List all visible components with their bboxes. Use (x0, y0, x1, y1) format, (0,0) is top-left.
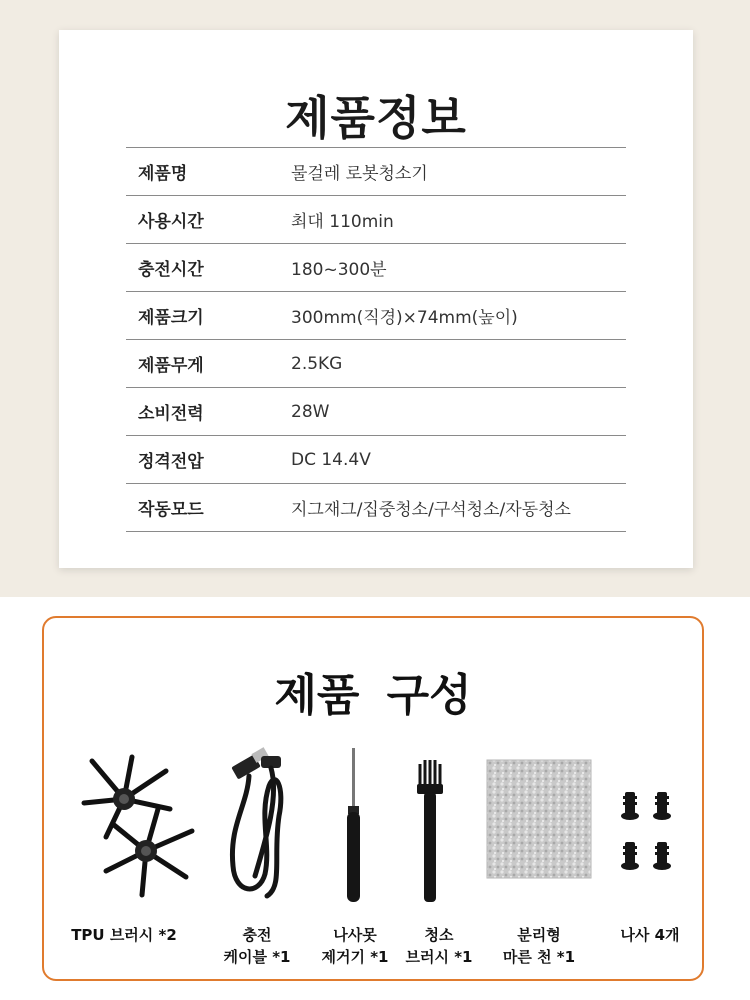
spec-value: 28W (291, 401, 330, 422)
item-caption-line2: 브러시 *1 (405, 948, 473, 966)
spec-row (126, 484, 626, 532)
screwdriver-icon (334, 746, 374, 906)
spec-card (59, 30, 693, 568)
item-caption-line1: 충전 (242, 926, 272, 944)
item-caption (384, 924, 494, 968)
spec-row (126, 196, 626, 244)
spec-row (126, 436, 626, 484)
item-caption-line1: TPU 브러시 *2 (71, 926, 177, 944)
spec-label: 사용시간 (138, 212, 204, 232)
spec-value: 지그재그/집중청소/구석청소/자동청소 (291, 500, 571, 520)
spec-value: 물걸레 로봇청소기 (291, 164, 428, 184)
screws-icon (616, 786, 686, 886)
spec-value: 180~300분 (291, 260, 387, 280)
spec-label: 충전시간 (138, 260, 204, 280)
spec-value: 300mm(직경)×74mm(높이) (291, 308, 518, 328)
spec-label: 소비전력 (138, 404, 204, 424)
spec-label: 정격전압 (138, 452, 204, 472)
spec-value: DC 14.4V (291, 449, 371, 470)
spec-label: 제품명 (138, 164, 188, 184)
item-caption (202, 924, 312, 968)
spec-row (126, 292, 626, 340)
item-caption-line1: 나사못 (333, 926, 377, 944)
item-caption (484, 924, 594, 968)
item-caption (600, 924, 700, 946)
item-caption-line1: 나사 4개 (620, 926, 680, 944)
charging-cable-icon (219, 746, 299, 906)
spec-value: 2.5KG (291, 353, 343, 374)
components-title: 제품 구성 (274, 670, 472, 721)
item-caption-line1: 분리형 (517, 926, 561, 944)
side-brush-icon (62, 751, 202, 901)
mop-cloth-icon (484, 758, 594, 883)
spec-label: 제품무게 (138, 356, 204, 376)
spec-value: 최대 110min (291, 212, 394, 232)
spec-table (126, 147, 626, 532)
components-box (42, 616, 704, 981)
spec-row (126, 148, 626, 196)
spec-label: 작동모드 (138, 500, 204, 520)
item-caption-line2: 제거기 *1 (321, 948, 389, 966)
item-caption-line2: 마른 천 *1 (502, 948, 576, 966)
spec-row (126, 388, 626, 436)
item-caption (54, 924, 194, 946)
spec-title: 제품정보 (285, 91, 467, 145)
spec-row (126, 244, 626, 292)
item-caption-line2: 케이블 *1 (223, 948, 291, 966)
spec-row (126, 340, 626, 388)
spec-label: 제품크기 (138, 308, 204, 328)
item-caption-line1: 청소 (424, 926, 454, 944)
cleaning-brush-icon (404, 746, 454, 906)
